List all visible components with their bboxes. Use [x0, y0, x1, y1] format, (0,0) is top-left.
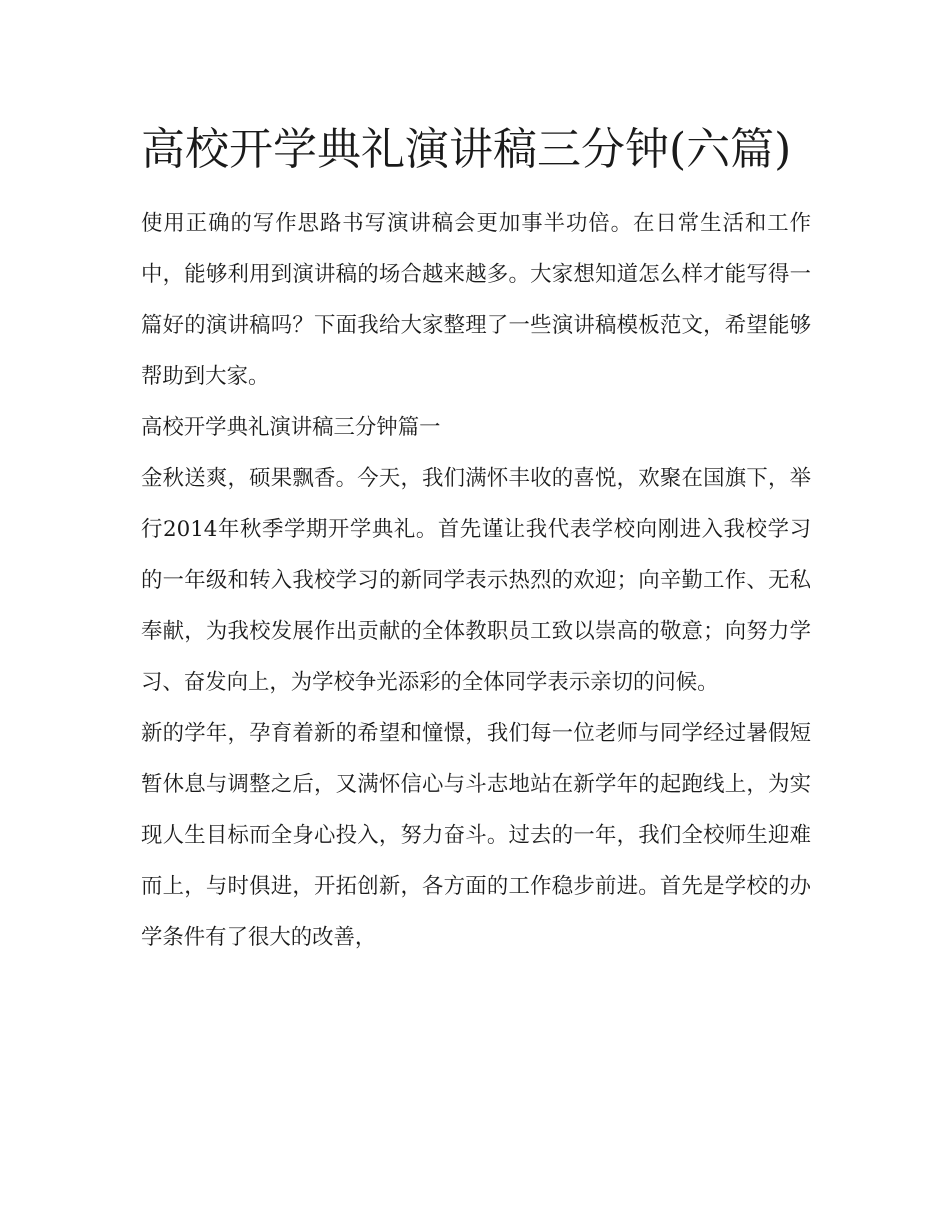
document-page	[141, 112, 811, 963]
document-title: 高校开学典礼演讲稿三分钟(六篇)	[141, 124, 792, 175]
body-paragraph: 金秋送爽，硕果飘香。今天，我们满怀丰收的喜悦，欢聚在国旗下，举行2014年秋季学期开学典礼。首先谨让我代表学校向刚进入我校学习的一年级和转入我校学习的新同学表示热烈的欢迎；向辛勤工作、无私奉献，为我校发展作出贡献的全体教职员工致以崇高的敬意；向努力学习、奋发向上，为学校争光添彩的全体同学表示亲切的问候。	[141, 466, 811, 695]
body-paragraph: 新的学年，孕育着新的希望和憧憬，我们每一位老师与同学经过暑假短暂休息与调整之后，又满怀信心与斗志地站在新学年的起跑线上，为实现人生目标而全身心投入，努力奋斗。过去的一年，我们全校师生迎难而上，与时俱进，开拓创新，各方面的工作稳步前进。首先是学校的办学条件有了很大的改善，	[141, 721, 811, 950]
section-heading: 高校开学典礼演讲稿三分钟篇一	[141, 415, 441, 440]
intro-paragraph: 使用正确的写作思路书写演讲稿会更加事半功倍。在日常生活和工作中，能够利用到演讲稿的场合越来越多。大家想知道怎么样才能写得一篇好的演讲稿吗？下面我给大家整理了一些演讲稿模板范文，希望能够帮助到大家。	[141, 211, 811, 389]
